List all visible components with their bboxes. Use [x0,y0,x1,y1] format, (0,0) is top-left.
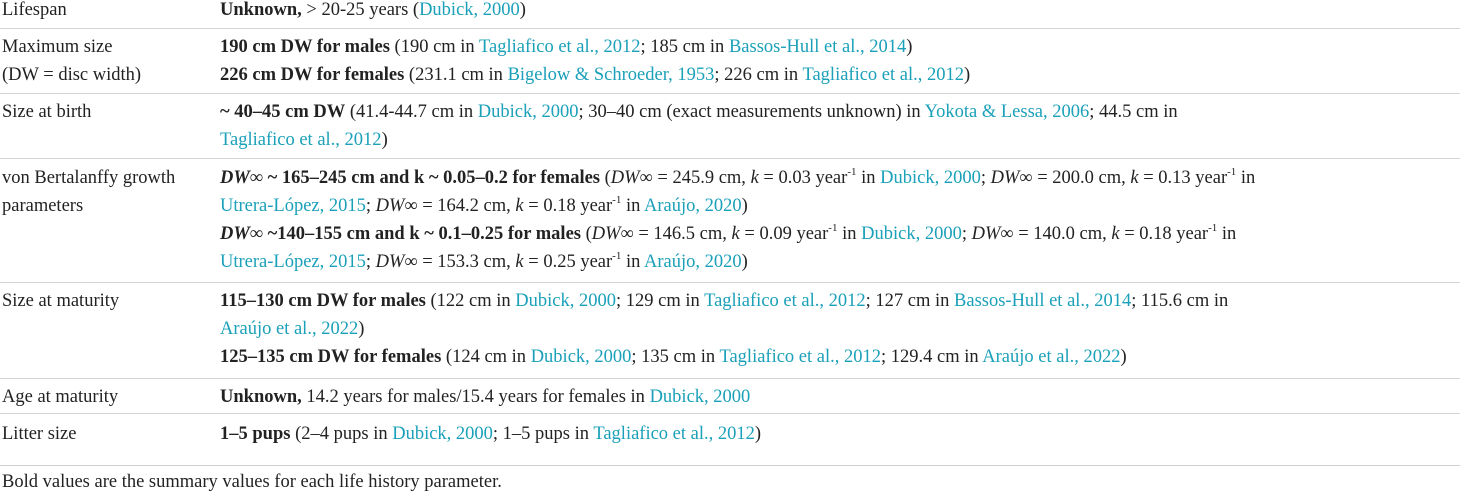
row-divider [0,158,1460,159]
text-segment: in [856,168,881,188]
row-label-line: von Bertalanffy growth [2,168,176,188]
text-segment: -1 [612,193,622,206]
text-segment: DW [591,224,621,244]
row-label-line: Age at maturity [2,387,119,407]
value-line [220,383,1450,411]
citation-link[interactable]: Tagliafico et al., 2012 [593,424,755,444]
value-line [220,61,1450,89]
text-segment: (190 cm in [389,37,479,57]
row-label [2,287,212,315]
text-segment: 14.2 years for males/15.4 years for females in [301,387,650,407]
text-segment: ∞ [249,168,264,188]
text-segment: = 0.09 year [739,224,829,244]
text-segment: ∞ = 153.3 cm, [404,252,516,272]
text-segment: in [1236,168,1256,188]
text-segment: ; [961,224,972,244]
text-segment: -1 [1227,165,1237,178]
text-segment: k [731,224,740,244]
text-segment: ; [365,196,376,216]
text-segment: ∞ ~140–155 cm and k ~ 0.1–0.25 for males [249,224,581,244]
citation-link[interactable]: Tagliafico et al., 2012 [802,65,965,85]
value-line [220,315,1450,343]
text-segment: = 0.13 year [1138,168,1228,188]
text-segment: (122 cm in [425,291,516,311]
value-line [220,98,1450,126]
citation-link[interactable]: Dubick, 2000 [880,168,981,188]
text-segment: ) [964,65,971,85]
text-segment: = 0.18 year [523,196,613,216]
row-label-line: parameters [2,196,84,216]
text-segment: ∞ = 245.9 cm, [639,168,751,188]
text-segment: DW [220,168,250,188]
citation-link[interactable]: Dubick, 2000 [861,224,962,244]
citation-link[interactable]: Tagliafico et al., 2012 [220,130,382,150]
row-divider [0,413,1460,414]
value-line [220,126,1450,154]
text-segment: = 0.25 year [523,252,613,272]
text-segment: 1–5 pups [220,424,291,444]
value-line [220,0,1450,24]
row-label-line: Size at birth [2,102,92,122]
table-footnote: Bold values are the summary values for each life history parameter. [2,472,502,492]
text-segment: ; 226 cm in [714,65,803,85]
citation-link[interactable]: Bassos-Hull et al., 2014 [954,291,1132,311]
text-segment: (231.1 cm in [404,65,508,85]
text-segment: ; 30–40 cm (exact measurements unknown) in [578,102,925,122]
text-segment: DW [990,168,1020,188]
text-segment: ; 129.4 cm in [881,347,983,367]
text-segment: ) [741,252,748,272]
text-segment: DW [971,224,1001,244]
row-label [2,0,212,24]
row-label [2,164,212,220]
text-segment: -1 [828,221,838,234]
value-line [220,343,1450,371]
text-segment: = 0.03 year [758,168,848,188]
text-segment: ) [1120,347,1127,367]
row-label [2,33,212,89]
row-divider [0,28,1460,29]
citation-link[interactable]: Dubick, 2000 [530,347,632,367]
text-segment: 190 cm DW for males [220,37,390,57]
text-segment: k [1111,224,1120,244]
value-line [220,192,1450,220]
citation-link[interactable]: Araújo, 2020 [643,196,742,216]
row-value [220,98,1450,154]
text-segment: DW [220,224,250,244]
row-label-line: Maximum size [2,37,113,57]
text-segment: ; [980,168,991,188]
text-segment: (124 cm in [441,347,531,367]
text-segment: ) [906,37,913,57]
text-segment: ; 129 cm in [616,291,705,311]
text-segment: ∞ = 200.0 cm, [1019,168,1131,188]
row-label [2,420,212,448]
row-value [220,33,1450,89]
citation-link[interactable]: Dubick, 2000 [649,387,751,407]
row-label [2,383,212,411]
text-segment: ( [600,168,611,188]
text-segment: DW [610,168,640,188]
text-segment: in [621,196,644,216]
text-segment: ) [358,319,365,339]
text-segment: ) [519,0,526,20]
value-line [220,420,1450,448]
row-value [220,383,1450,411]
text-segment: ~ 165–245 cm and k ~ 0.05–0.2 for females [263,168,600,188]
text-segment: Unknown, [220,387,302,407]
value-line [220,287,1450,315]
text-segment: k [1130,168,1139,188]
text-segment: ∞ = 164.2 cm, [404,196,516,216]
text-segment: (41.4-44.7 cm in [345,102,478,122]
row-divider [0,282,1460,283]
text-segment: DW [375,196,405,216]
text-segment: (2–4 pups in [290,424,393,444]
citation-link[interactable]: Yokota & Lessa, 2006 [924,102,1090,122]
text-segment: ; [365,252,376,272]
row-divider [0,93,1460,94]
text-segment: ; 44.5 cm in [1089,102,1178,122]
text-segment: in [837,224,862,244]
row-label [2,98,212,126]
value-line [220,164,1450,192]
citation-link[interactable]: Tagliafico et al., 2012 [719,347,882,367]
value-line [220,220,1450,248]
text-segment: -1 [847,165,857,178]
citation-link[interactable]: Bassos-Hull et al., 2014 [728,37,907,57]
citation-link[interactable]: Dubick, 2000 [515,291,617,311]
citation-link[interactable]: Tagliafico et al., 2012 [478,37,641,57]
citation-link[interactable]: Utrera-López, 2015 [220,252,366,272]
text-segment: 226 cm DW for females [220,65,405,85]
text-segment: in [621,252,644,272]
text-segment: ) [754,424,762,444]
text-segment: DW [375,252,405,272]
citation-link[interactable]: Dubick, 2000 [392,424,493,444]
citation-link[interactable]: Tagliafico et al., 2012 [704,291,866,311]
text-segment: ( [580,224,592,244]
text-segment: 115–130 cm DW for males [220,291,426,311]
value-line [220,33,1450,61]
text-segment: k [515,252,524,272]
text-segment: ∞ = 146.5 cm, [620,224,732,244]
text-segment: ; 1–5 pups in [492,424,594,444]
citation-link[interactable]: Dubick, 2000 [419,0,520,20]
text-segment: -1 [1208,221,1218,234]
text-segment: in [1217,224,1237,244]
text-segment: ∞ = 140.0 cm, [1000,224,1112,244]
text-segment: k [515,196,524,216]
citation-link[interactable]: Utrera-López, 2015 [220,196,366,216]
citation-link[interactable]: Dubick, 2000 [477,102,579,122]
text-segment: > 20-25 years ( [301,0,420,20]
text-segment: ) [741,196,748,216]
value-line [220,248,1450,276]
footnote-rule [0,465,1460,466]
row-divider [0,378,1460,379]
text-segment: ; 115.6 cm in [1131,291,1229,311]
row-value [220,420,1450,448]
text-segment: ; 135 cm in [631,347,720,367]
text-segment: -1 [612,249,622,262]
citation-link[interactable]: Araújo et al., 2022 [982,347,1121,367]
citation-link[interactable]: Araújo, 2020 [643,252,742,272]
row-value [220,0,1450,24]
row-label-line: Size at maturity [2,291,120,311]
text-segment: 125–135 cm DW for females [220,347,442,367]
text-segment: k [750,168,759,188]
text-segment: = 0.18 year [1119,224,1209,244]
citation-link[interactable]: Bigelow & Schroeder, 1953 [507,65,715,85]
text-segment: Unknown, [220,0,302,20]
citation-link[interactable]: Araújo et al., 2022 [220,319,359,339]
row-value [220,164,1450,276]
text-segment: ; 185 cm in [640,37,729,57]
text-segment: ) [381,130,388,150]
row-value [220,287,1450,371]
row-label-line: (DW = disc width) [2,65,142,85]
text-segment: ~ 40–45 cm DW [220,102,346,122]
row-label-line: Lifespan [2,0,67,20]
text-segment: ; 127 cm in [865,291,955,311]
row-label-line: Litter size [2,424,77,444]
